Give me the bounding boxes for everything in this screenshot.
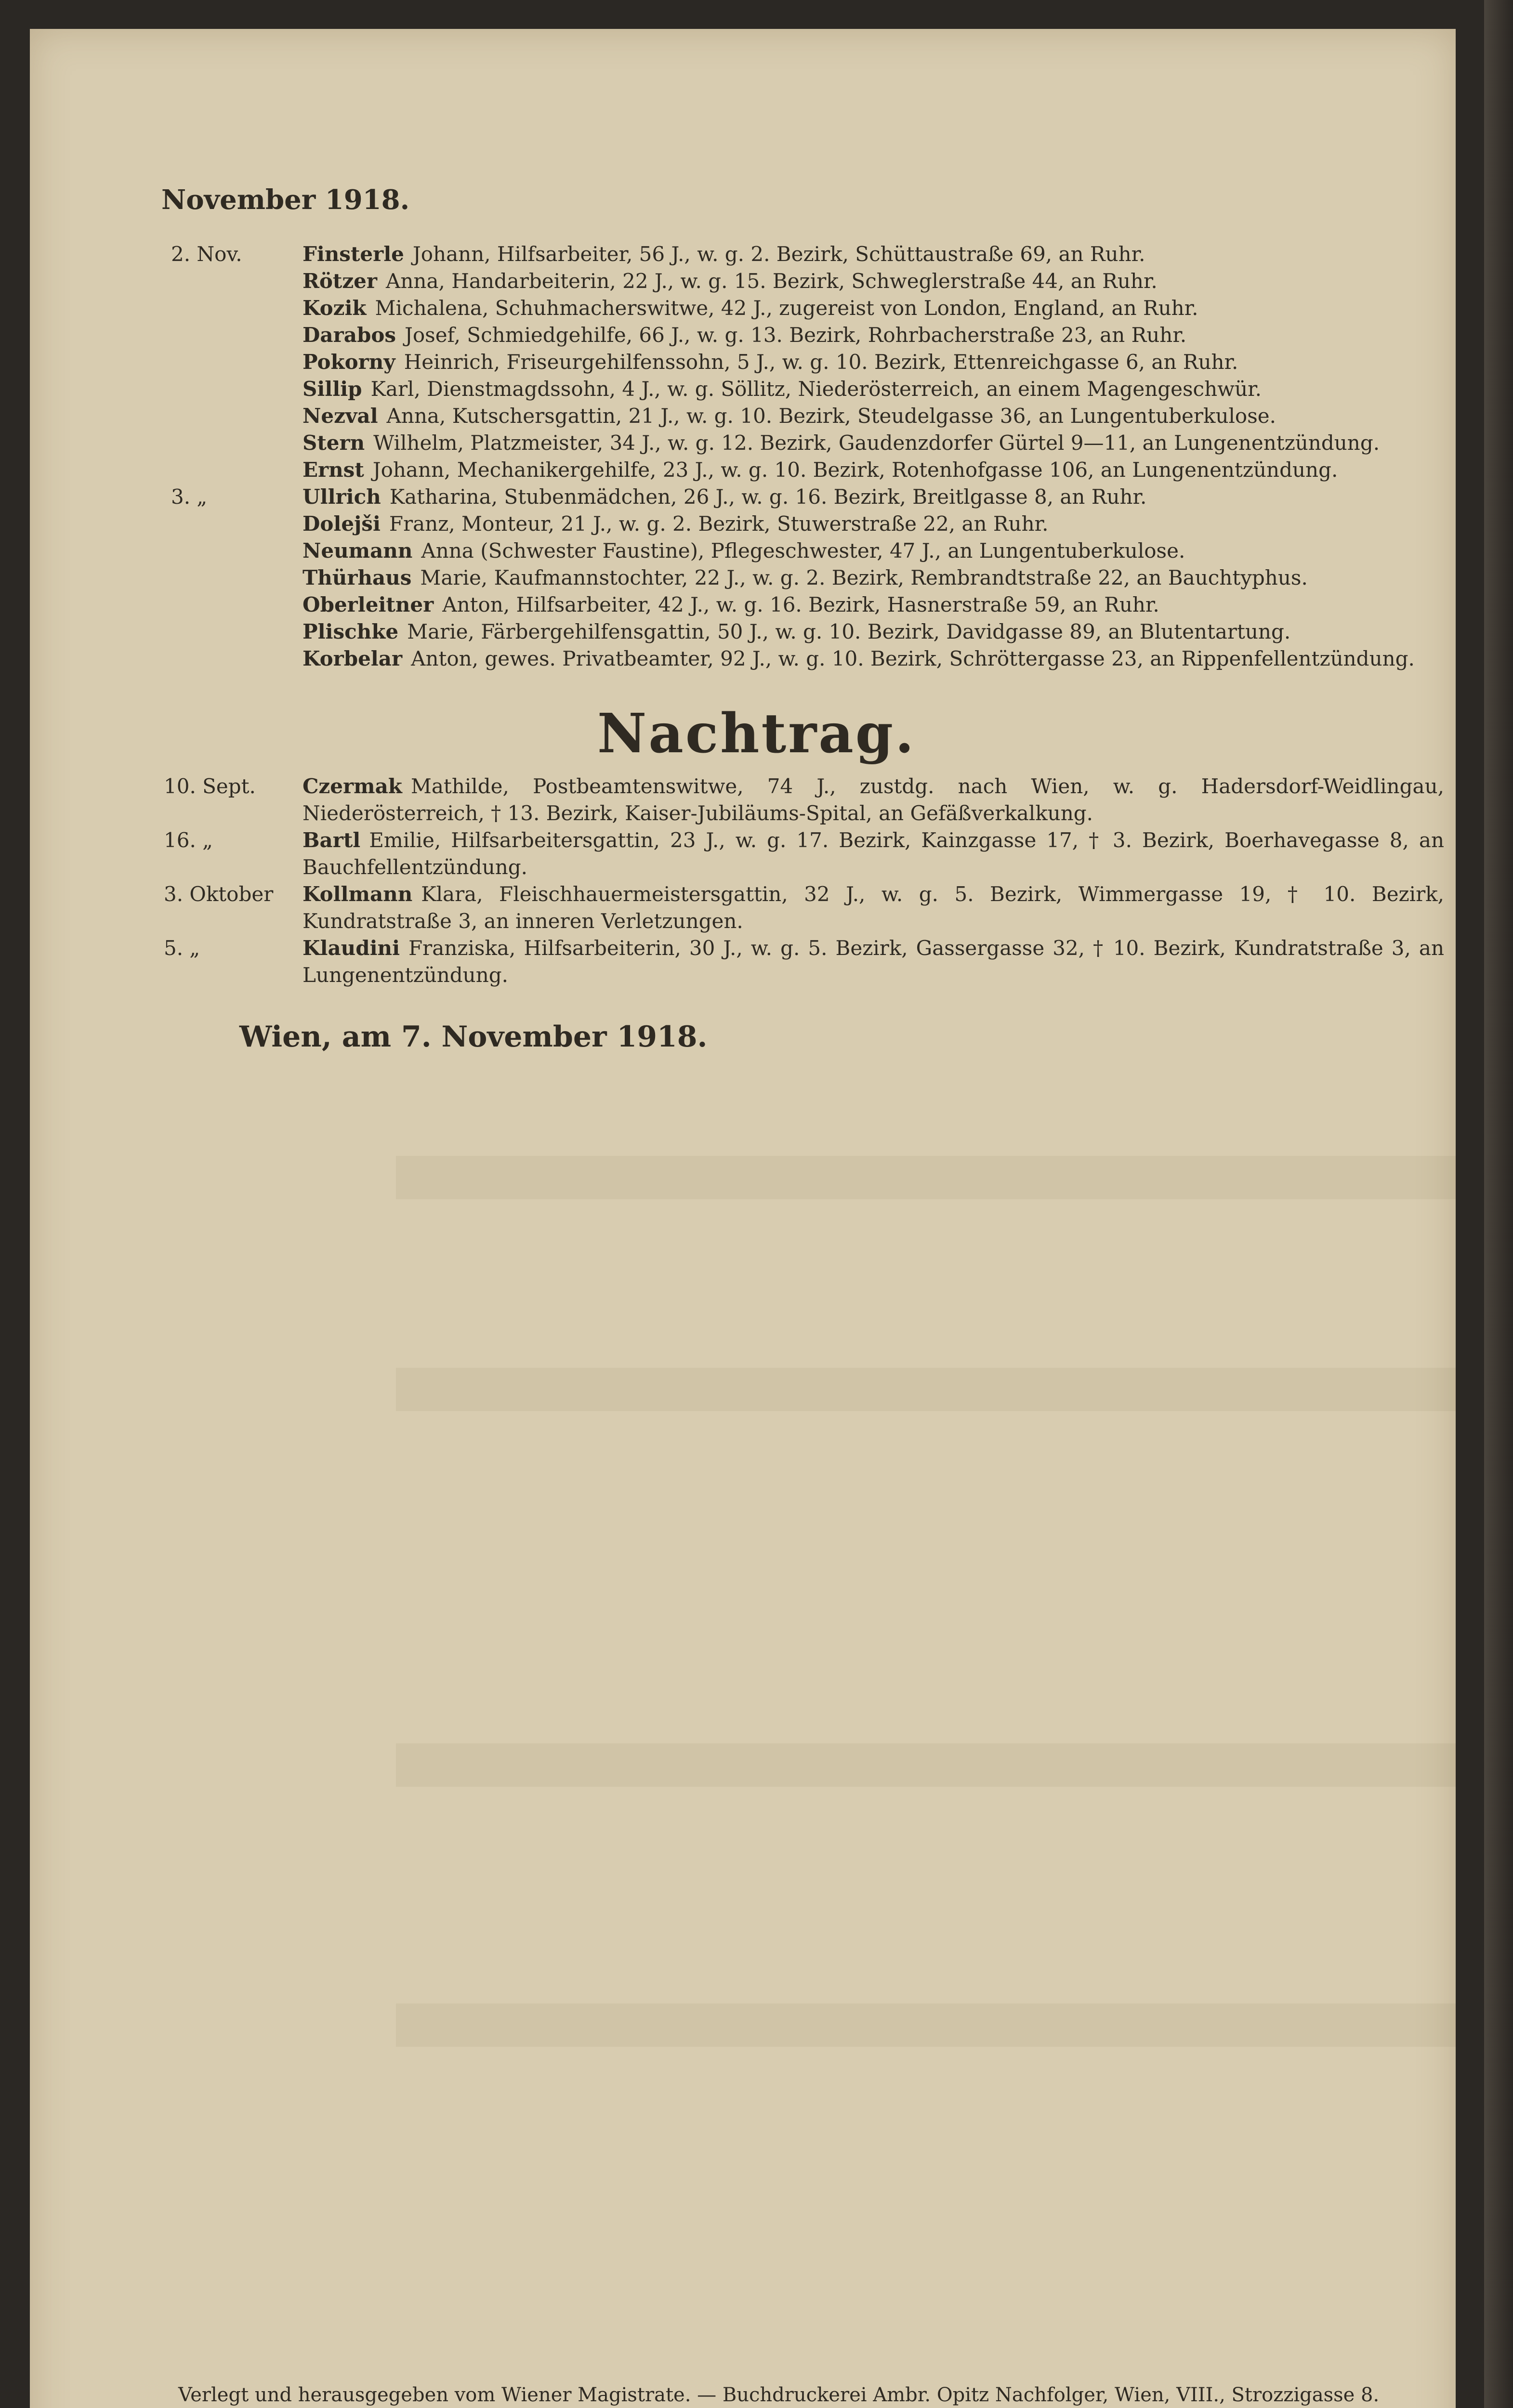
entry-surname: Sillip xyxy=(303,377,362,401)
entry-details: Anna, Handarbeiterin, 22 J., w. g. 15. Bezirk, Schweglerstraße 44, an Ruhr. xyxy=(386,269,1158,293)
entry-body xyxy=(303,645,1444,672)
register-entry xyxy=(0,322,1445,349)
nachtrag-list xyxy=(0,773,1445,989)
entry-surname: Ullrich xyxy=(303,485,381,509)
register-entry xyxy=(0,295,1445,322)
register-entry xyxy=(0,510,1445,537)
entry-surname: Czermak xyxy=(303,774,402,798)
entry-details: Franziska, Hilfsarbeiterin, 30 J., w. g. 5. Bezirk, Gassergasse 32, † 10. Bezirk, Kundratstraße 3, an Lungenentzündung. xyxy=(303,936,1444,987)
entry-date: 10. Sept. xyxy=(164,774,256,798)
entry-surname: Nezval xyxy=(303,404,378,428)
entry-body xyxy=(303,268,1444,295)
entry-details: Michalena, Schuhmacherswitwe, 42 J., zugereist von London, England, an Ruhr. xyxy=(375,296,1198,320)
entry-body xyxy=(303,241,1444,268)
register-entry xyxy=(0,564,1445,591)
month-heading: November 1918. xyxy=(161,184,410,216)
entry-details: Anton, gewes. Privatbeamter, 92 J., w. g. 10. Bezirk, Schröttergasse 23, an Rippenfellentzündung. xyxy=(411,647,1415,670)
entry-details: Anton, Hilfsarbeiter, 42 J., w. g. 16. Bezirk, Hasnerstraße 59, an Ruhr. xyxy=(442,593,1159,616)
bleed-through-band xyxy=(396,2003,1456,2047)
entry-body xyxy=(303,376,1444,403)
entry-surname: Klaudini xyxy=(303,936,400,960)
entry-details: Franz, Monteur, 21 J., w. g. 2. Bezirk, Stuwerstraße 22, an Ruhr. xyxy=(389,512,1049,536)
entry-details: Wilhelm, Platzmeister, 34 J., w. g. 12. Bezirk, Gaudenzdorfer Gürtel 9—11, an Lungenentzündung. xyxy=(373,431,1380,455)
register-entry xyxy=(0,376,1445,403)
entry-details: Katharina, Stubenmädchen, 26 J., w. g. 16. Bezirk, Breitlgasse 8, an Ruhr. xyxy=(389,485,1147,509)
register-entry xyxy=(0,645,1445,672)
entry-body xyxy=(303,591,1444,618)
entry-surname: Dolejši xyxy=(303,512,381,536)
entry-surname: Bartl xyxy=(303,828,361,852)
entry-body xyxy=(303,349,1444,376)
entry-surname: Darabos xyxy=(303,323,396,347)
entry-date: 3. Oktober xyxy=(164,882,274,906)
entry-body xyxy=(303,322,1444,349)
entry-surname: Ernst xyxy=(303,458,364,482)
register-entry xyxy=(0,484,1445,510)
entry-body xyxy=(303,881,1444,935)
entry-details: Anna (Schwester Faustine), Pflegeschwester, 47 J., an Lungentuberkulose. xyxy=(421,539,1185,563)
entry-body xyxy=(303,510,1444,537)
entry-surname: Korbelar xyxy=(303,647,403,670)
entry-details: Klara, Fleischhauermeistersgattin, 32 J., w. g. 5. Bezirk, Wimmergasse 19, † 10. Bezirk, Kundratstraße 3, an inneren Verletzungen. xyxy=(303,882,1444,933)
register-entry xyxy=(0,457,1445,484)
register-entry xyxy=(0,430,1445,457)
entry-details: Johann, Mechanikergehilfe, 23 J., w. g. 10. Bezirk, Rotenhofgasse 106, an Lungenentzündung. xyxy=(372,458,1338,482)
entry-details: Josef, Schmiedgehilfe, 66 J., w. g. 13. Bezirk, Rohrbacherstraße 23, an Ruhr. xyxy=(405,323,1187,347)
entry-date: 16. „ xyxy=(164,828,213,852)
entry-surname: Plischke xyxy=(303,620,399,643)
entry-surname: Kozik xyxy=(303,296,367,320)
entry-body xyxy=(303,295,1444,322)
entry-details: Emilie, Hilfsarbeitersgattin, 23 J., w. g. 17. Bezirk, Kainzgasse 17, † 3. Bezirk, Boerhavegasse 8, an Bauchfellentzündung. xyxy=(303,828,1444,879)
entry-body xyxy=(303,935,1444,989)
entry-surname: Thürhaus xyxy=(303,566,412,589)
nachtrag-heading: Nachtrag. xyxy=(597,702,916,765)
entry-surname: Rötzer xyxy=(303,269,378,293)
entry-body xyxy=(303,618,1444,645)
entry-surname: Finsterle xyxy=(303,242,404,266)
entry-date: 3. „ xyxy=(171,485,208,509)
entry-surname: Pokorny xyxy=(303,350,395,374)
register-entry xyxy=(0,935,1445,989)
register-entry xyxy=(0,591,1445,618)
entry-surname: Stern xyxy=(303,431,365,455)
entry-body xyxy=(303,484,1444,510)
entry-date: 2. Nov. xyxy=(171,242,242,266)
register-entry xyxy=(0,827,1445,881)
death-register-list xyxy=(0,241,1445,672)
register-entry xyxy=(0,773,1445,827)
entry-details: Karl, Dienstmagdssohn, 4 J., w. g. Söllitz, Niederösterreich, an einem Magengeschwür. xyxy=(370,377,1262,401)
entry-body xyxy=(303,564,1444,591)
register-entry xyxy=(0,403,1445,430)
entry-body xyxy=(303,827,1444,881)
entry-body xyxy=(303,430,1444,457)
entry-details: Johann, Hilfsarbeiter, 56 J., w. g. 2. Bezirk, Schüttaustraße 69, an Ruhr. xyxy=(412,242,1145,266)
entry-body xyxy=(303,403,1444,430)
bleed-through-band xyxy=(396,1368,1456,1411)
entry-details: Marie, Kaufmannstochter, 22 J., w. g. 2. Bezirk, Rembrandtstraße 22, an Bauchtyphus. xyxy=(420,566,1308,589)
closing-line: Wien, am 7. November 1918. xyxy=(239,1020,708,1054)
register-entry xyxy=(0,618,1445,645)
register-entry xyxy=(0,241,1445,268)
entry-body xyxy=(303,457,1444,484)
page-edge xyxy=(1484,0,1513,2408)
bleed-through-band xyxy=(396,1156,1456,1199)
entry-details: Marie, Färbergehilfensgattin, 50 J., w. g. 10. Bezirk, Davidgasse 89, an Blutentartung. xyxy=(407,620,1291,643)
entry-details: Heinrich, Friseurgehilfenssohn, 5 J., w. g. 10. Bezirk, Ettenreichgasse 6, an Ruhr. xyxy=(404,350,1238,374)
entry-surname: Neumann xyxy=(303,539,413,563)
register-entry xyxy=(0,881,1445,935)
entry-date: 5. „ xyxy=(164,936,200,960)
entry-details: Mathilde, Postbeamtenswitwe, 74 J., zustdg. nach Wien, w. g. Hadersdorf-Weidlingau, Niederösterreich, † 13. Bezirk, Kaiser-Jubiläums-Spital, an Gefäßverkalkung. xyxy=(303,774,1444,825)
entry-surname: Oberleitner xyxy=(303,593,434,616)
register-entry xyxy=(0,268,1445,295)
register-entry xyxy=(0,537,1445,564)
register-entry xyxy=(0,349,1445,376)
bleed-through-band xyxy=(396,1743,1456,1787)
entry-body xyxy=(303,537,1444,564)
entry-body xyxy=(303,773,1444,827)
entry-surname: Kollmann xyxy=(303,882,413,906)
entry-details: Anna, Kutschersgattin, 21 J., w. g. 10. Bezirk, Steudelgasse 36, an Lungentuberkulose. xyxy=(386,404,1276,428)
publisher-footer: Verlegt und herausgegeben vom Wiener Magistrate. — Buchdruckerei Ambr. Opitz Nachfolger, Wien, VIII., Strozzigasse 8. xyxy=(178,2384,1380,2406)
